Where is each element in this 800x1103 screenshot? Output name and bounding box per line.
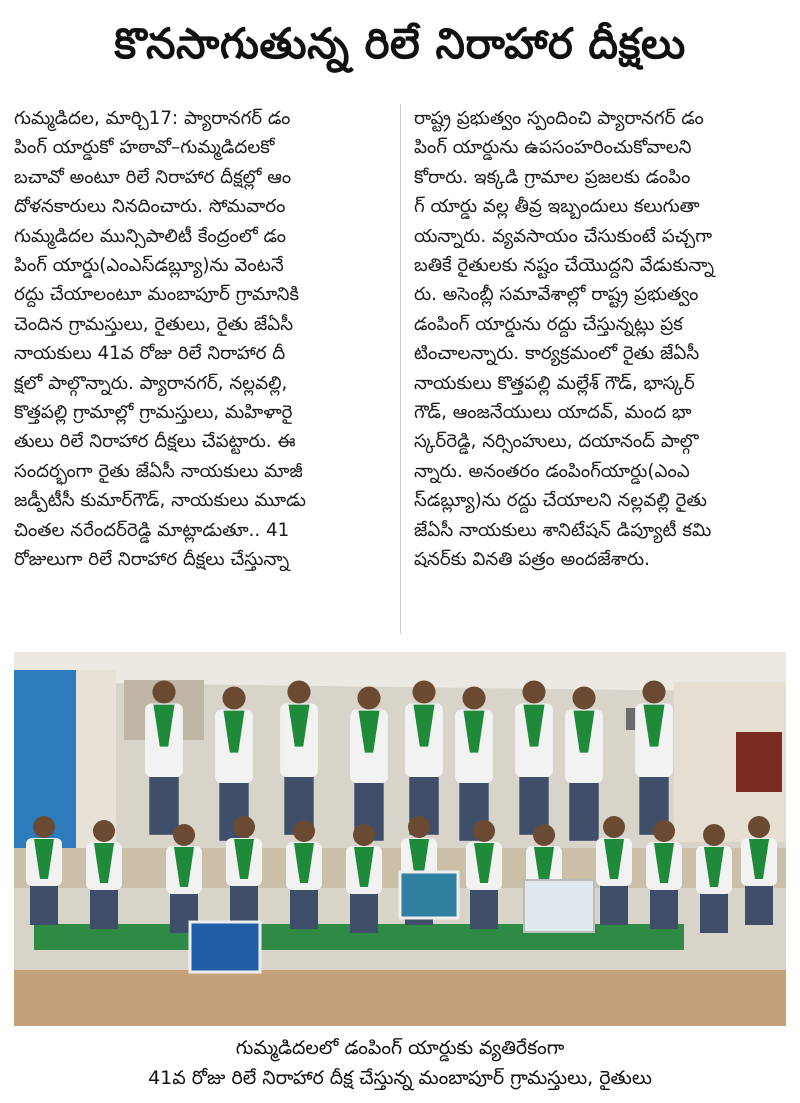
article-column-right bbox=[414, 104, 786, 575]
ground bbox=[14, 970, 786, 1026]
photo-caption bbox=[0, 1033, 800, 1093]
article-line: చింతల నరేందర్‌రెడ్డి మాట్లాడుతూ.. 41 bbox=[14, 519, 290, 541]
article-line: రాష్ట్ర ప్రభుత్వం స్పందించి ప్యారానగర్ డం bbox=[414, 108, 704, 129]
standing-person bbox=[565, 686, 603, 840]
article-line: జేఏసీ నాయకులు శానిటేషన్ డిప్యూటీ కమి bbox=[414, 519, 712, 541]
article-line: యన్నారు. వ్యవసాయం చేసుకుంటే పచ్చగా bbox=[414, 225, 713, 247]
article-line: బచావో అంటూ రిలే నిరాహార దీక్షల్లో ఆం bbox=[14, 166, 292, 188]
article-line: రద్దు చేయాలంటూ మంబాపూర్ గ్రామానికి bbox=[14, 284, 300, 306]
standing-person bbox=[280, 680, 318, 834]
article-line: నాయకులు 41వ రోజు రిలే నిరాహార దీ bbox=[14, 343, 286, 365]
article-line: సందర్భంగా రైతు జేఏసీ నాయకులు మాజీ bbox=[14, 460, 303, 482]
article-line: చెందిన గ్రామస్తులు, రైతులు, రైతు జేఏసీ bbox=[14, 313, 294, 335]
article-line: పింగ్ యార్డుకో హఠావో–గుమ్మడిదలకో bbox=[14, 137, 275, 159]
standing-person bbox=[145, 680, 183, 834]
standing-person bbox=[515, 680, 553, 834]
group-photo-illustration bbox=[14, 652, 786, 1026]
article-line: షనర్‌కు వినతి పత్రం అందజేశారు. bbox=[414, 549, 650, 571]
article-headline: కొనసాగుతున్న రిలే నిరాహార దీక్షలు bbox=[114, 19, 686, 68]
news-photo bbox=[14, 652, 786, 1026]
article-line: పింగ్ యార్డు(ఎంఎస్‌డబ్ల్యూ)ను వెంటనే bbox=[14, 255, 284, 277]
article-line: గుమ్మడిదల, మార్చి17: ప్యారానగర్ డం bbox=[14, 108, 291, 129]
article-line: స్కర్‌రెడ్డి, నర్సింహులు, దయానంద్ పాల్గొ bbox=[414, 431, 699, 453]
standing-person bbox=[635, 680, 673, 834]
placard-right bbox=[524, 880, 594, 932]
caption-line-1: గుమ్మడిదలలో డంపింగ్ యార్డుకు వ్యతిరేకంగా bbox=[235, 1037, 565, 1059]
article-line: జడ్పీటీసీ కుమార్‌గౌడ్, నాయకులు మూడు bbox=[14, 490, 306, 512]
standing-person bbox=[350, 686, 388, 840]
standing-person bbox=[405, 680, 443, 834]
article-line: డంపింగ్ యార్డును రద్దు చేస్తున్నట్లు ప్రక bbox=[414, 313, 683, 335]
article-line: కోరారు. ఇక్కడి గ్రామాల ప్రజలకు డంపిం bbox=[414, 166, 691, 188]
article-line: క్షలో పాల్గొన్నారు. ప్యారానగర్, నల్లవల్లి, bbox=[14, 372, 288, 394]
article-line: రోజులుగా రిలే నిరాహార దీక్షలు చేస్తున్నా bbox=[14, 549, 290, 571]
article-column-left bbox=[14, 104, 386, 575]
caption-line-2: 41వ రోజు రిలే నిరాహార దీక్ష చేస్తున్న మంబాపూర్ గ్రామస్తులు, రైతులు bbox=[148, 1067, 652, 1089]
article-line: గౌడ్, ఆంజనేయులు యాదవ్, మంద భా bbox=[414, 402, 692, 424]
article-line: పింగ్ యార్డును ఉపసంహరించుకోవాలని bbox=[414, 137, 692, 159]
article-line: గ్ యార్డు వల్ల తీవ్ర ఇబ్బందులు కలుగుతా bbox=[414, 196, 700, 218]
article-line: దోళనకారులు నినదించారు. సోమవారం bbox=[14, 196, 286, 218]
article-line: టించాలన్నారు. కార్యక్రమంలో రైతు జేఏసీ bbox=[414, 343, 700, 365]
article-line: నాయకులు కొత్తపల్లి మల్లేశ్ గౌడ్, భాస్కర్ bbox=[414, 372, 695, 394]
article-line: స్‌డబ్ల్యూ)ను రద్దు చేయాలని నల్లవల్లి రైతు bbox=[414, 490, 707, 512]
article-line: తులు రిలే నిరాహార దీక్షలు చేపట్టారు. ఈ bbox=[14, 431, 296, 453]
article-line: న్నారు. అనంతరం డంపింగ్‌యార్డు(ఎంఎ bbox=[414, 460, 690, 482]
standing-person bbox=[455, 686, 493, 840]
column-divider bbox=[400, 104, 401, 634]
placard-middle bbox=[400, 872, 458, 918]
article-line: గుమ్మడిదల మున్సిపాలిటీ కేంద్రంలో డం bbox=[14, 225, 286, 247]
article-line: బతికే రైతులకు నష్టం చేయొద్దని వేడుకున్నా bbox=[414, 255, 715, 277]
placard-left bbox=[190, 922, 260, 972]
article-line: కొత్తపల్లి గ్రామాల్లో గ్రామస్తులు, మహిళారై bbox=[14, 402, 293, 424]
article-line: రు. అసెంబ్లీ సమావేశాల్లో రాష్ట్ర ప్రభుత్వం bbox=[414, 284, 699, 306]
